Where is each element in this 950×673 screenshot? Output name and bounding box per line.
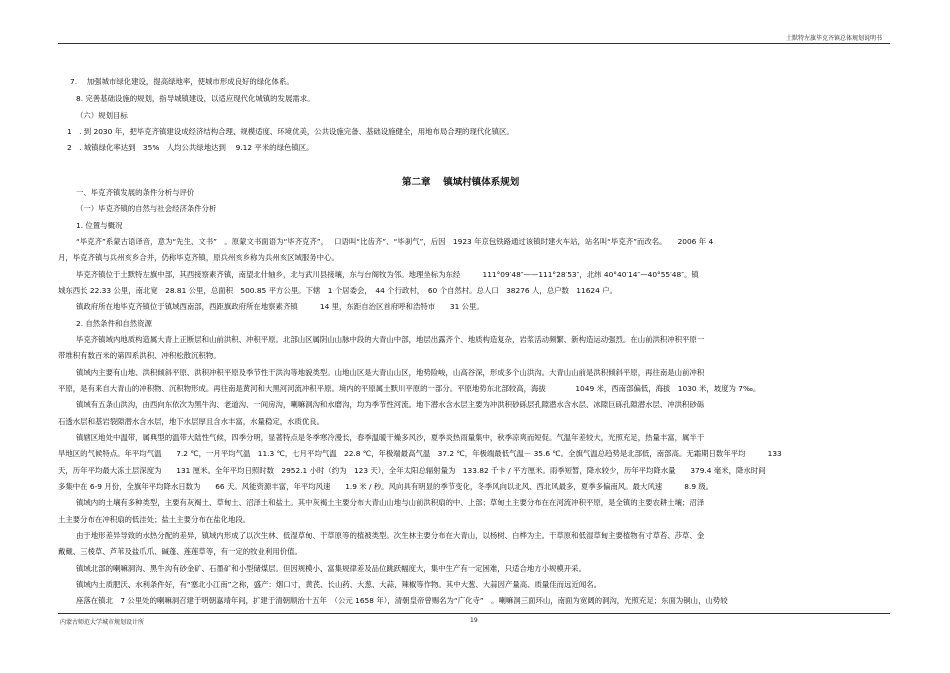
text-line: 毕克齐镇位于土默特左旗中部，其西接察素齐镇，南望北什轴乡，北与武川县接壤，东与台阁牧为邻。地理坐标为东经 111°09′48″——111°28′53″，北纬 40°40′14″—40°55′48″。镇 <box>76 270 699 279</box>
text-line: 土主要分布在冲积扇的低洼处；盐土主要分布在盐化地段。 <box>58 515 251 524</box>
text-line: 石透水层和基岩裂隙潜水含水层，地下水层厚且含水丰富，水量稳定，水质优良。 <box>58 417 325 426</box>
subsection-heading: 2. 自然条件和自然资源 <box>76 319 152 328</box>
header-rule <box>58 43 890 44</box>
footer-org: 内蒙古师范大学城市规划设计所 <box>60 619 145 626</box>
text-line: 镇域北部的喇嘛洞沟、黑牛沟有砂金矿、石墨矿和小型储煤层。但因规模小、富集规律差及品位跳跃幅度大，集中生产有一定困难，只适合地方小规模开采。 <box>76 564 586 573</box>
text-line: 带堆积有数百米的第四系洪积、冲积松散沉积物。 <box>58 351 221 360</box>
text-line: 镇域内的土壤有多种类型，主要有灰褐土、草甸土、沼泽土和盐土。其中灰褐土主要分布大青山山地与山前洪积扇的中、上部；草甸土主要分布在在河流冲积平原，是全镇的主要农耕土壤；沼泽 <box>76 498 705 507</box>
text-line: 1 . 到 2030 年，把毕克齐镇建设成经济结构合理、规模适度、环境优美，公共设施完备、基础设施健全，用地布局合理的现代化镇区。 <box>67 127 514 136</box>
section-heading: 一、毕克齐镇发展的条件分析与评价 <box>76 188 195 197</box>
text-line: 多集中在 6-9 月份，全旗年平均降水日数为 66 天。风能资源丰富，年平均风速 1.9 米 / 秒。风向具有明显的季节变化，冬季风向以北风、西北风最多，夏季多偏南风。最大风速 8.9 级。 <box>58 482 714 491</box>
footer-rule <box>58 613 890 614</box>
text-line: 月，毕克齐镇与兵州亥乡合并，仍称毕克齐镇，原兵州亥乡称为兵州亥区域服务中心。 <box>58 253 339 262</box>
text-line: 座落在镇北 7 公里处的喇嘛洞召建于明朝嘉靖年间，扩建于清朝顺治十五年 （公元 1658 年），清朝皇帝曾赐名为“广化寺” 。喇嘛洞三面环山，南面为宽阔的洞沟，光照充足；东面为铜山，山势较 <box>76 596 728 605</box>
text-line: 天，历年平均最大冻土层深度为 131 厘米。全年平均日照时数 2952.1 小时（约为 123 天），全年太阳总辐射量为 133.82 千卡 / 平方厘米。雨季短暂，降水较少，历年平均降水量 379.4 毫米，降水时间 <box>58 466 766 475</box>
text-line: 镇域内土质肥沃、水利条件好，有“塞北小江南”之称，盛产：烟口寸，黄芪、长山药、大葱、大蒜，辣椒等作物。其中大葱、大蒜因产量高、质量佳而远近闻名。 <box>76 580 602 589</box>
page-number: 19 <box>470 617 478 624</box>
text-line: 平原，是有来自大青山的冲积物、沉积物形成。再往南是黄河和大黑河河流冲积平原。境内的平原属土默川平原的一部分。平原地势东北部较高，海拔 1049 米，西南部偏低，海拔 1030 米，坡度为 7‰。 <box>58 384 761 393</box>
text-line: （六）规划目标 <box>76 111 128 120</box>
text-line: 镇辖区地处中温带，属典型的温带大陆性气候，四季分明，显著特点是冬季寒冷漫长，春季温暖干燥多风沙，夏季炎热雨量集中，秋季凉爽而短促。气温年差较大，光照充足，热量丰富，属半干 <box>76 433 705 442</box>
chapter-title: 第二章 镇域村镇体系规划 <box>402 177 520 188</box>
subsection-heading: 1. 位置与概况 <box>76 221 123 230</box>
text-line: 戴戴、三棱草、芦苇及盐爪爪、碱蓬、莲莲草等，有一定的牧业利用价值。 <box>58 547 302 556</box>
text-line: 8. 完善基础设施的规划，指导城镇建设，以适应现代化城镇的发展需求。 <box>76 94 315 103</box>
text-line: 由于地形差异导致的水热分配的差异，镇域内形成了以次生林、低湿草甸、干草原等的植被类型。次生林主要分布在大青山，以杨树、白桦为主。干草原和低湿草甸主要植物有寸草苔、莎草、金 <box>76 531 705 540</box>
text-line: 镇域内主要有山地、洪积倾斜平原、洪积冲积平原及季节性干洪沟等地貌类型。山地山区是大青山山区，地势险峻，山高谷深，形成多个山洪沟。大青山山前是洪积倾斜平原，再往南是山前冲积 <box>76 368 705 377</box>
text-line: 镇政府所在地毕克齐镇位于镇域西南部，西距旗政府所在地察素齐镇 14 里，东距自治区首府呼和浩特市 31 公里。 <box>76 302 484 311</box>
text-line: 7. 加强城市绿化建设，提高绿地率，使城市形成良好的绿化体系。 <box>70 77 294 86</box>
text-line: 2 . 城镇绿化率达到 35% 人均公共绿地达到 9.12 平米的绿色镇区。 <box>67 143 314 152</box>
subsection-heading: （一）毕克齐镇的自然与社会经济条件分析 <box>76 204 217 213</box>
text-line: 旱地区的气候特点。年平均气温 7.2 ℃，一月平均气温 11.3 ℃，七月平均气温 22.8 ℃，年极端最高气温 37.2 ℃，年极端最低气温－ 35.6 ℃。全旗气温总趋势是北部低，南部高。无霜期日数年平均 133 <box>58 449 782 458</box>
text-line: 城东西长 22.33 公里，南北宽 28.81 公里，总面积 500.85 平方公里。下辖 1 个居委会， 44 个行政村， 60 个自然村。总人口 38276 人，总户数 11624 户。 <box>58 286 617 295</box>
text-line: 毕克齐镇域内地质构造属大青上正断层和山前洪积、冲积平原。北部山区属阴山山脉中段的大青山中部，地层出露齐个、地质构造复杂，岩浆活动频繁、新构造运动强烈。在山前洪积冲积平原一 <box>76 335 705 344</box>
running-header: 土默特左旗毕克齐镇总体规划说明书 <box>785 35 882 42</box>
text-line: 镇域有五条山洪沟，由西向东依次为黑牛沟、老道沟、一间房沟，喇嘛洞沟和水磨沟，均为季节性河流。地下潜水含水层主要为冲洪积砂砾层孔隙潜水含水层、冰隙巨砾孔隙潜水层、冲洪积砂砾 <box>76 400 705 409</box>
text-line: “毕克齐”系蒙古语译音，意为“先生、文书” 。原蒙文书面语为“毕齐克齐”， 口语叫“比齿齐”、“毕刹气”，后因 1923 年京包铁路通过该镇时建火车站，站名叫“毕克齐”而改名。 2006 年 4 <box>76 237 714 246</box>
